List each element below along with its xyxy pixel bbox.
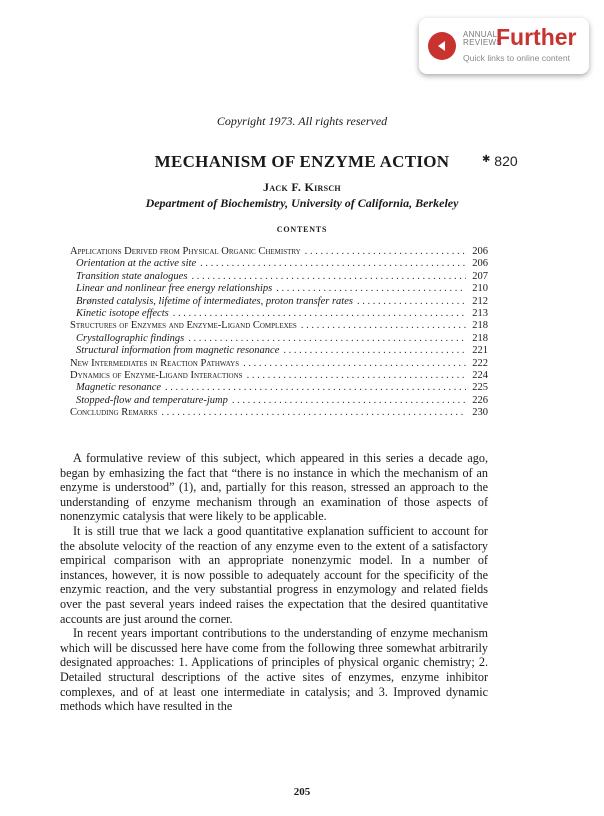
toc-entry-page: 207 (472, 270, 488, 282)
badge-brand: Further (496, 24, 577, 50)
toc-entry-page: 212 (472, 295, 488, 307)
toc-leader-dots (165, 382, 466, 393)
annual-reviews-further-badge[interactable] (419, 18, 589, 74)
toc-entry-label: Brønsted catalysis, lifetime of intermediates, proton transfer rates (76, 295, 353, 307)
body-paragraph: In recent years important contributions to the understanding of enzyme mechanism which will be discussed here have come from the following three somewhat arbitrarily designated approaches: 1. Applications of principles of physical organic chemistry; 2. Detailed structural descriptions of the active sites of enzymes, enzyme inhibitor complexes, and of at least one intermediate in catalysis; and 3. Improved dynamic methods which have resulted in the (60, 626, 488, 714)
affiliation: Department of Biochemistry, University of California, Berkeley (145, 196, 459, 210)
asterisk-icon: ✱ (482, 154, 491, 165)
toc-entry (70, 246, 488, 258)
table-of-contents (70, 246, 488, 419)
body-paragraph: It is still true that we lack a good quantitative explanation sufficient to account for the absolute velocity of the reaction of any enzyme even to the extent of a satisfactory empirical comparison with an appropriate nonenzymic model. In a number of instances, however, it is now possible to adequately account for the specificity of the enzymic reaction, and the very substantial progress in enzymology and related fields over the past several years indeed raises the expectation that the desired quantitative accounts are just around the corner. (60, 523, 488, 626)
toc-entry (70, 358, 488, 370)
toc-entry-page: 225 (472, 382, 488, 394)
toc-entry (70, 296, 488, 308)
toc-entry-page: 221 (472, 345, 488, 357)
page-number: 205 (293, 786, 311, 798)
toc-entry-label: Magnetic resonance (76, 382, 162, 394)
body-paragraph: A formulative review of this subject, which appeared in this series a decade ago, began by emhasizing the fact that “there is no instance in which the mechanism of an enzyme is understood” (1), and, partially for this reason, stressed an approach to the understanding of enzyme mechanism through an examination of those aspects of nonenzymic catalysis that were likely to be applicable. (60, 451, 488, 524)
toc-entry (70, 395, 488, 407)
toc-entry-label: Kinetic isotope effects (76, 307, 169, 319)
article-body (60, 451, 488, 714)
page-id (482, 153, 518, 169)
toc-entry-page: 210 (472, 283, 488, 295)
toc-entry-page: 206 (472, 246, 488, 257)
badge-line2: REVIEWS (463, 38, 502, 47)
toc-entry (70, 407, 488, 419)
toc-entry (70, 345, 488, 357)
toc-entry-label: Dynamics of Enzyme-Ligand Interactions (70, 369, 243, 381)
toc-entry-page: 230 (472, 407, 488, 419)
toc-entry-label: Stopped-flow and temperature-jump (76, 394, 228, 406)
toc-leader-dots (188, 333, 466, 344)
toc-entry-label: Orientation at the active site (76, 258, 197, 270)
toc-entry (70, 320, 488, 332)
toc-entry-label: Applications Derived from Physical Organic Chemistry (70, 246, 301, 257)
toc-entry-page: 213 (472, 307, 488, 319)
toc-entry (70, 382, 488, 394)
toc-entry-page: 218 (472, 320, 488, 332)
article-title: MECHANISM OF ENZYME ACTION (154, 152, 450, 171)
contents-heading: CONTENTS (276, 225, 328, 234)
toc-leader-dots (276, 283, 466, 294)
page-id-value: 820 (494, 153, 518, 169)
toc-leader-dots (191, 271, 466, 282)
toc-entry-label: Concluding Remarks (70, 407, 158, 419)
toc-entry (70, 283, 488, 295)
author: Jack F. Kirsch (263, 180, 341, 194)
badge-line1: ANNUAL (463, 30, 498, 39)
toc-leader-dots (173, 308, 466, 319)
toc-entry-label: Transition state analogues (76, 270, 188, 282)
copyright-notice: Copyright 1973. All rights reserved (216, 114, 388, 128)
toc-leader-dots (161, 407, 466, 418)
toc-leader-dots (232, 395, 466, 406)
toc-entry-label: Linear and nonlinear free energy relationships (76, 283, 273, 295)
toc-leader-dots (283, 345, 466, 356)
toc-leader-dots (305, 246, 466, 257)
toc-entry-label: Crystallographic findings (76, 332, 185, 344)
toc-entry (70, 271, 488, 283)
play-arrow-icon (428, 32, 456, 60)
toc-entry-page: 224 (472, 369, 488, 381)
toc-leader-dots (247, 370, 466, 381)
toc-entry (70, 333, 488, 345)
toc-entry (70, 308, 488, 320)
toc-entry-label: Structural information from magnetic resonance (76, 345, 280, 357)
toc-leader-dots (200, 258, 466, 269)
badge-tagline: Quick links to online content (463, 53, 571, 63)
toc-entry-label: New Intermediates in Reaction Pathways (70, 357, 240, 369)
toc-entry-page: 218 (472, 332, 488, 344)
toc-entry (70, 258, 488, 270)
toc-entry-page: 206 (472, 258, 488, 270)
toc-entry-label: Structures of Enzymes and Enzyme-Ligand Complexes (70, 320, 297, 332)
toc-entry-page: 222 (472, 357, 488, 369)
toc-leader-dots (357, 296, 466, 307)
toc-leader-dots (301, 320, 466, 331)
toc-entry-page: 226 (472, 394, 488, 406)
toc-entry (70, 370, 488, 382)
toc-leader-dots (243, 358, 466, 369)
